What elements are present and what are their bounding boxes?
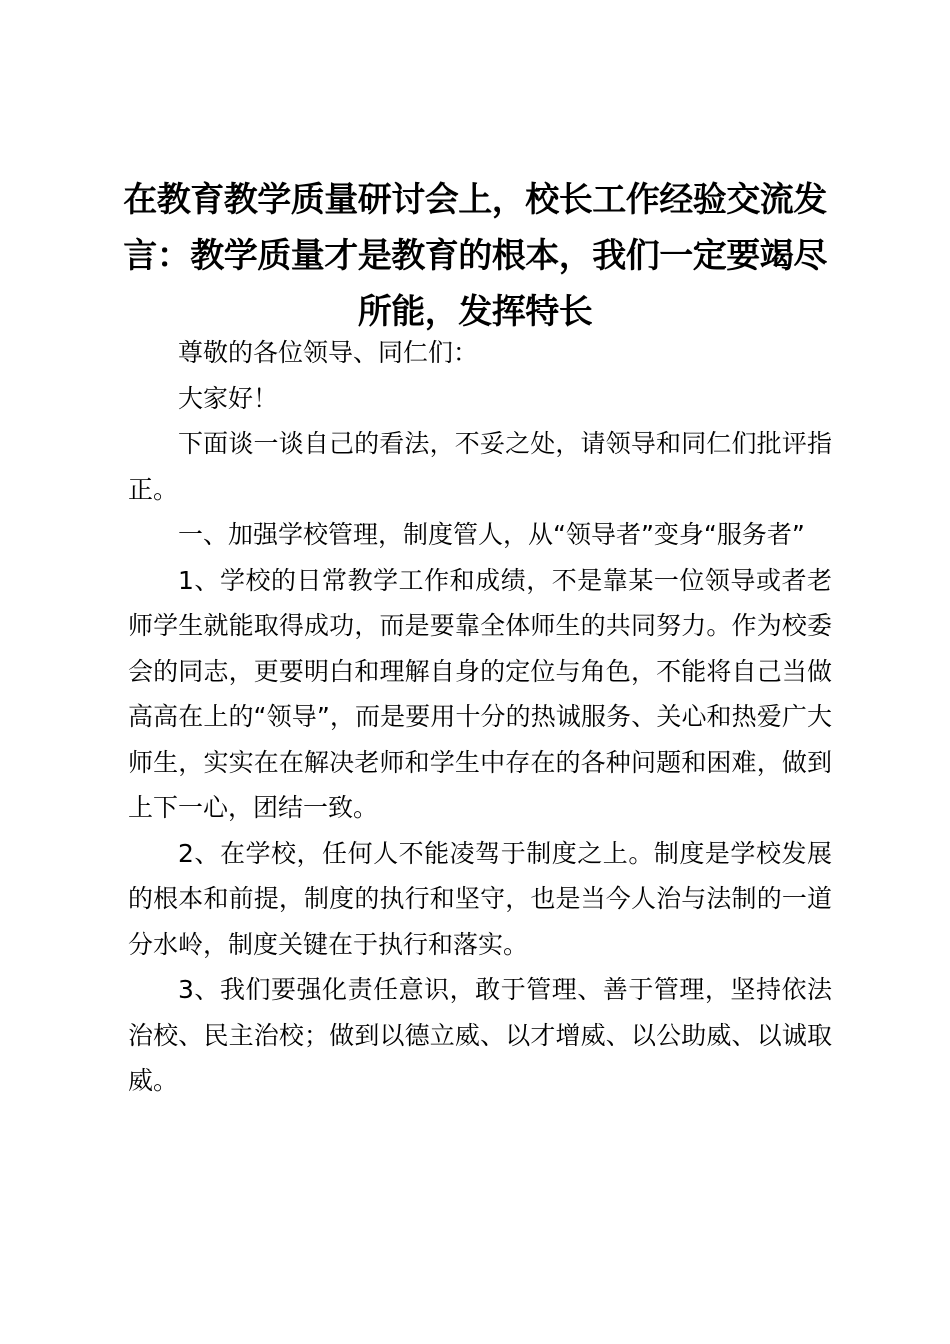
intro-paragraph: 下面谈一谈自己的看法，不妥之处，请领导和同仁们批评指正。 [128, 429, 832, 504]
body-paragraph-2: 2、在学校，任何人不能凌驾于制度之上。制度是学校发展的根本和前提，制度的执行和坚守，也是当今人治与法制的一道分水岭，制度关键在于执行和落实。 [128, 838, 832, 959]
body-paragraph-3: 3、我们要强化责任意识，敢于管理、善于管理，坚持依法治校、民主治校；做到以德立威、以才增威、以公助威、以诚取威。 [128, 975, 832, 1095]
body-paragraph-1: 1、学校的日常教学工作和成绩，不是靠某一位领导或者老师学生就能取得成功，而是要靠全体师生的共同努力。作为校委会的同志，更要明白和理解自身的定位与角色，不能将自己当做高高在上的“领导”，而是要用十分的热诚服务、关心和热爱广大师生，实实在在解决老师和学生中存在的各种问题和困难，做到上下一心，团结一致。 [128, 565, 832, 822]
salutation-paragraph: 尊敬的各位领导、同仁们： [178, 338, 479, 367]
section-heading-1: 一、加强学校管理，制度管人，从“领导者”变身“服务者” [178, 520, 805, 549]
greeting-paragraph: 大家好！ [178, 383, 279, 413]
document-body [128, 330, 832, 1104]
document-title: 在教育教学质量研讨会上，校长工作经验交流发言：教学质量才是教育的根本，我们一定要竭尽所能，发挥特长 [123, 180, 827, 332]
